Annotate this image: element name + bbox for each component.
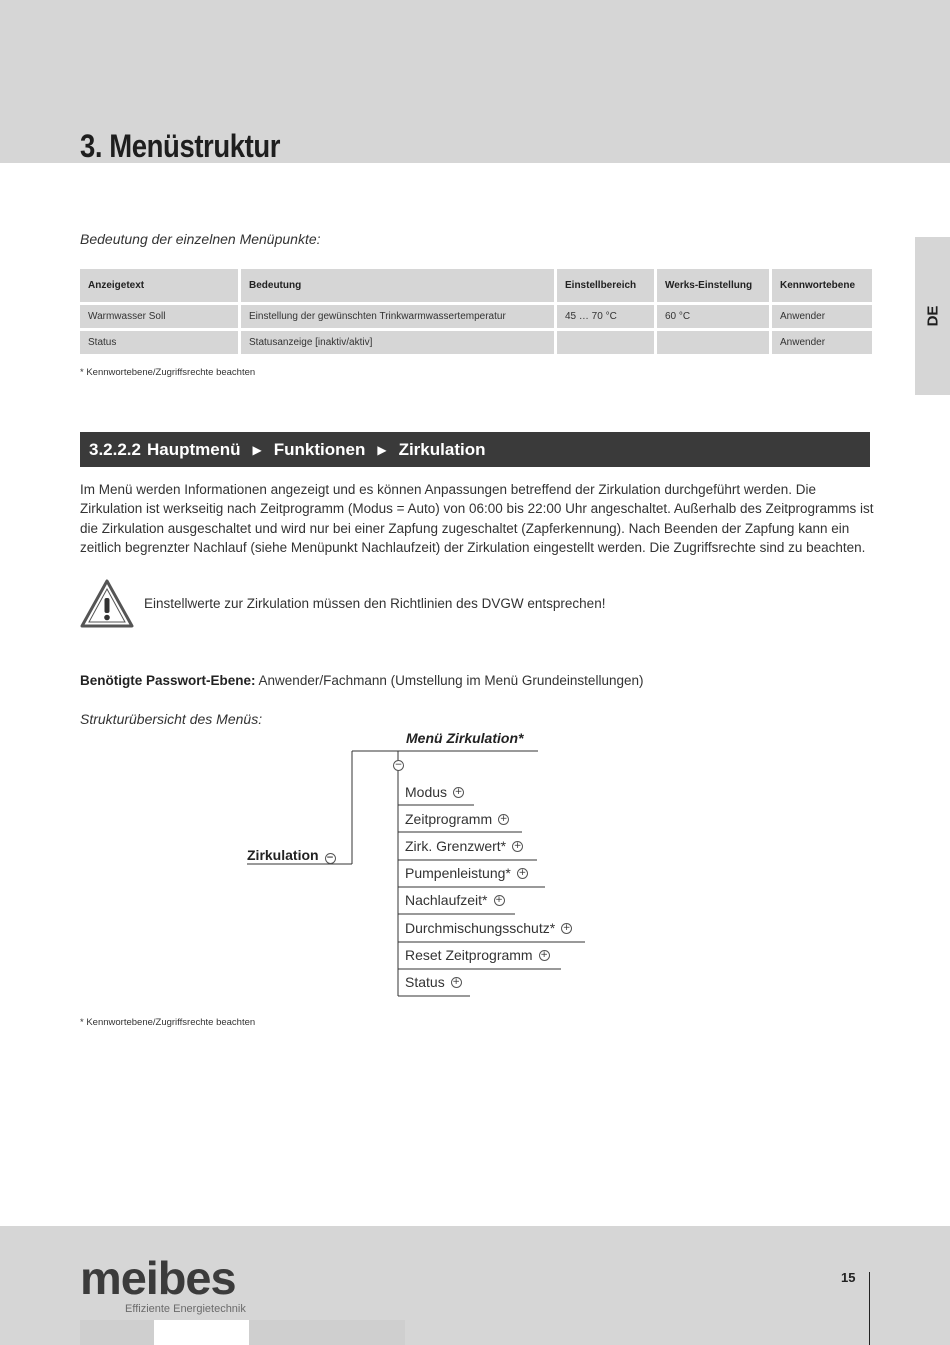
tree-item-label: Status	[405, 974, 445, 990]
meibes-logo	[80, 1252, 246, 1315]
tree-item	[405, 838, 523, 854]
tree-item	[405, 811, 509, 827]
tree-item	[405, 974, 462, 990]
collapse-icon: −	[326, 853, 334, 863]
tree-item-label: Pumpenleistung*	[405, 865, 511, 881]
section-number: 3.2.2.2	[89, 439, 141, 459]
expand-icon: +	[518, 867, 527, 878]
expand-icon: +	[499, 813, 508, 824]
page-title: 3. Menüstruktur	[80, 128, 280, 164]
tree-root-label: Zirkulation	[247, 847, 319, 863]
table-cell: Einstellung der gewünschten Trinkwarmwassertemperatur	[241, 305, 554, 328]
structure-caption: Strukturübersicht des Menüs:	[80, 711, 263, 727]
breadcrumb-item: Zirkulation	[398, 439, 486, 459]
tree-item	[405, 784, 464, 800]
logo-color-strip	[80, 1320, 405, 1345]
tree-item	[405, 920, 572, 936]
table-intro: Bedeutung der einzelnen Menüpunkte:	[80, 231, 321, 247]
tree-item-label: Durchmischungsschutz*	[405, 920, 556, 936]
triangle-right-icon: ▶	[252, 442, 262, 457]
table-cell: 45 … 70 °C	[557, 305, 654, 328]
table-cell: Anwender	[772, 305, 872, 328]
tree-item-label: Nachlaufzeit*	[405, 892, 488, 908]
tree-item	[405, 865, 528, 881]
table-cell: 60 °C	[657, 305, 769, 328]
logo-tagline: Effiziente Energietechnik	[125, 1303, 246, 1315]
expand-icon: +	[452, 976, 460, 987]
warning-text: Einstellwerte zur Zirkulation müssen den Richtlinien des DVGW entsprechen!	[144, 596, 606, 611]
collapse-icon: −	[394, 760, 403, 770]
tree-item-label: Zirk. Grenzwert*	[405, 838, 507, 854]
expand-icon: +	[454, 786, 463, 797]
column-header: Anzeigetext	[80, 269, 238, 302]
tree-item	[405, 947, 550, 963]
table-cell: Warmwasser Soll	[80, 305, 238, 328]
language-tab-label: DE	[924, 305, 941, 327]
expand-icon: +	[562, 922, 571, 933]
breadcrumb-item: Hauptmenü	[147, 439, 241, 459]
tree-root	[247, 847, 336, 864]
column-header: Werks-Einstellung	[657, 269, 769, 302]
tree-item-label: Modus	[405, 784, 448, 800]
table-cell: Anwender	[772, 331, 872, 354]
page-number-rule	[869, 1272, 870, 1345]
table-cell: Statusanzeige [inaktiv/aktiv]	[241, 331, 554, 354]
triangle-right-icon: ▶	[377, 442, 387, 457]
breadcrumb-item: Funktionen	[273, 439, 366, 459]
menu-title: Menü Zirkulation*	[406, 730, 524, 746]
footnote: * Kennwortebene/Zugriffsrechte beachten	[80, 367, 256, 378]
expand-icon: +	[513, 840, 522, 851]
table-cell: Status	[80, 331, 238, 354]
password-level-value: Anwender/Fachmann (Umstellung im Menü Grundeinstellungen)	[255, 673, 644, 688]
column-header: Bedeutung	[241, 269, 554, 302]
tree-item-label: Zeitprogramm	[405, 811, 493, 827]
expand-icon: +	[540, 949, 548, 960]
tree-item	[405, 892, 505, 908]
expand-icon: +	[495, 894, 503, 905]
description-paragraph: Im Menü werden Informationen angezeigt und es können Anpassungen betreffend der Zirkulation durchgeführt werden. Die Zirkulation ist werkseitig nach Zeitprogramm (Modus = Auto) von 06:00 bis 22:00 Uhr angeschaltet. Außerhalb des Zeitprogramms ist die Zirkulation ausgeschaltet und wird nur bei einer Zapfung zugeschaltet (Zapferkennung). Nach Beenden der Zapfung kann ein zeitlich begrenzter Nachlauf (siehe Menüpunkt Nachlaufzeit) der Zirkulation eingestellt werden. Die Zugriffsrechte sind zu beachten.	[80, 482, 874, 555]
footnote: * Kennwortebene/Zugriffsrechte beachten	[80, 1017, 256, 1028]
logo-wordmark: meibes	[80, 1252, 236, 1304]
page-number: 15	[841, 1270, 856, 1285]
column-header: Kennwortebene	[772, 269, 872, 302]
password-level-label: Benötigte Passwort-Ebene:	[80, 673, 256, 688]
column-header: Einstellbereich	[557, 269, 654, 302]
tree-item-label: Reset Zeitprogramm	[405, 947, 533, 963]
